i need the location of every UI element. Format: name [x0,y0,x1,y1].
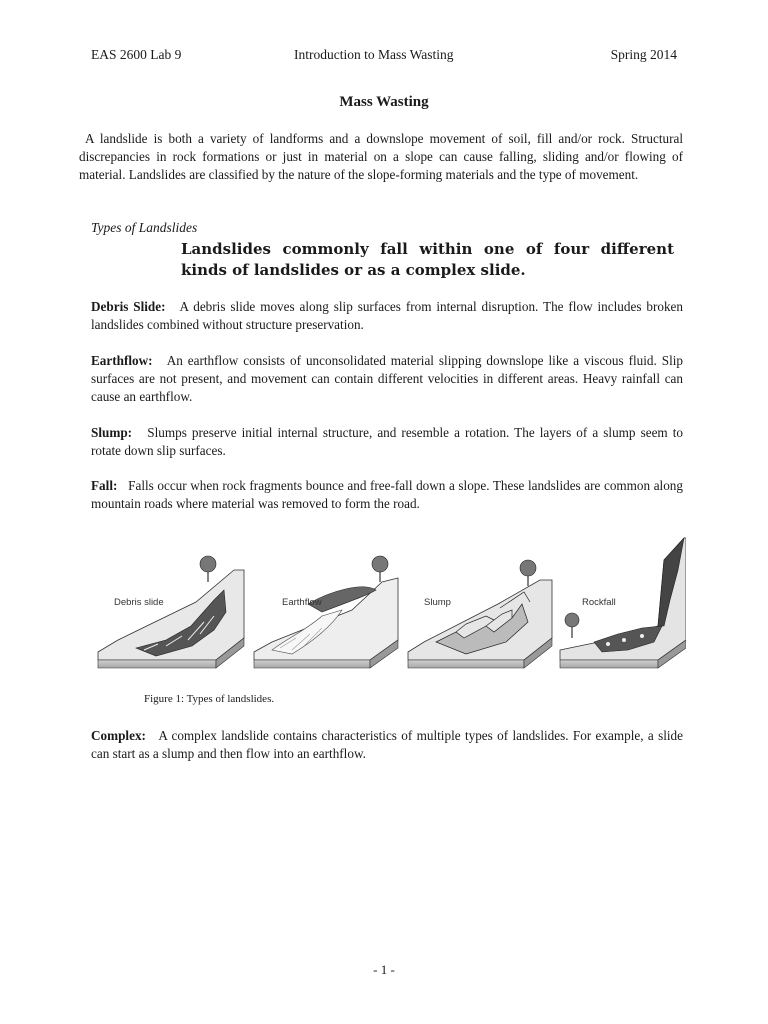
header-topic: Introduction to Mass Wasting [294,47,454,62]
figure-caption: Figure 1: Types of landslides. [144,693,275,705]
debris-slide-illustration [98,556,244,668]
slump-illustration [408,560,552,668]
definition-term: Fall: [91,478,118,493]
types-statement: Landslides commonly fall within one of four different kinds of landslides or as a complex slide. [181,240,674,279]
panel-label-earthflow: Earthflow [282,597,322,608]
definition-complex [91,727,683,763]
types-heading: Types of Landslides [91,220,198,235]
definition-text: Slumps preserve initial internal structure, and resemble a rotation. The layers of a slump seem to rotate down slip surfaces. [91,425,684,458]
definition-term: Slump: [91,425,133,440]
page-number: - 1 - [373,962,395,977]
header-term: Spring 2014 [610,47,677,62]
definition-term: Earthflow: [91,353,153,368]
intro-paragraph: A landslide is both a variety of landforms and a downslope movement of soil, fill and/or rock. Structural discrepancies in rock formations or just in material on a slope can cause falling, sliding and/or flowing of material. Landslides are classified by the nature of the slope-forming materials and the type of movement. [79,131,683,182]
definition-text: An earthflow consists of unconsolidated material slipping downslope like a viscous fluid. Slip surfaces are not present, and movement can contain different velocities in different areas. Heavy rainfall can cause an earthflow. [91,353,683,404]
definition-debris-slide [91,298,683,334]
header-course: EAS 2600 Lab 9 [91,47,182,62]
panel-label-slump: Slump [424,597,451,608]
earthflow-illustration [254,556,398,668]
definition-fall [91,477,683,513]
rockfall-illustration [560,538,686,668]
page-title: Mass Wasting [339,94,429,110]
definition-earthflow [91,352,683,405]
definition-term: Debris Slide: [91,299,166,314]
definition-text: Falls occur when rock fragments bounce and free-fall down a slope. These landslides are common along mountain roads where material was removed to form the road. [91,478,683,511]
definition-slump [91,424,683,460]
landslide-types-figure [96,530,686,680]
panel-label-debris-slide: Debris slide [114,597,164,608]
definition-text: A debris slide moves along slip surfaces from internal disruption. The flow includes broken landslides combined without structure preservation. [91,299,683,332]
definition-text: A complex landslide contains characteristics of multiple types of landslides. For example, a slide can start as a slump and then flow into an earthflow. [91,728,683,761]
panel-label-rockfall: Rockfall [582,597,616,608]
definition-term: Complex: [91,728,146,743]
